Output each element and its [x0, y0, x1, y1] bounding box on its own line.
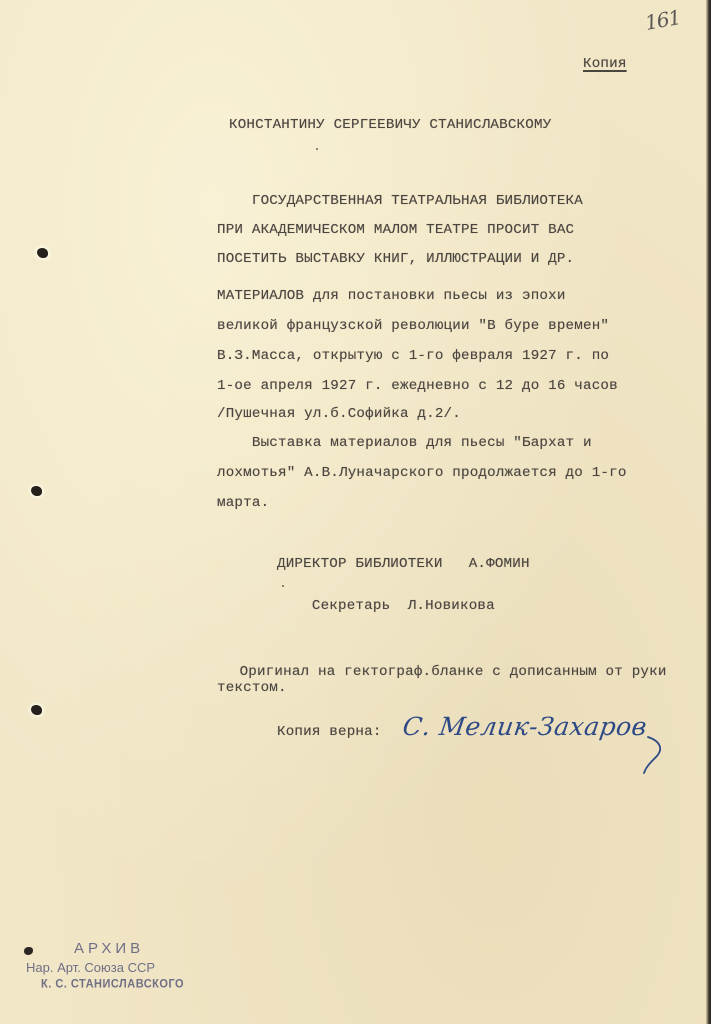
body-line: марта.: [217, 495, 270, 511]
paper-speck: [316, 148, 318, 150]
body-line: лохмотья" А.В.Луначарского продолжается до 1-го: [217, 465, 627, 481]
copy-label: Копия: [583, 56, 627, 72]
handwritten-signature: С. Мелик-Захаров: [400, 712, 649, 741]
director-signature-line: ДИРЕКТОР БИБЛИОТЕКИ А.ФОМИН: [277, 556, 530, 572]
ink-blot-icon: [24, 947, 33, 955]
archive-stamp-name: К. С. СТАНИСЛАВСКОГО: [41, 977, 185, 991]
original-note-line-2: текстом.: [217, 680, 287, 696]
archive-stamp-org: Нар. Арт. Союза ССР: [26, 960, 156, 975]
archive-page-number: 161: [643, 5, 683, 35]
punch-hole-icon: [37, 248, 48, 258]
addressee: КОНСТАНТИНУ СЕРГЕЕВИЧУ СТАНИСЛАВСКОМУ: [229, 117, 552, 133]
paper-speck: [282, 585, 284, 587]
punch-hole-icon: [31, 705, 42, 715]
certification-label: Копия верна:: [277, 724, 382, 740]
body-line: Выставка материалов для пьесы "Бархат и: [217, 435, 592, 451]
body-line: МАТЕРИАЛОВ для постановки пьесы из эпохи: [217, 288, 566, 304]
punch-hole-icon: [31, 486, 42, 496]
body-line: ПОСЕТИТЬ ВЫСТАВКУ КНИГ, ИЛЛЮСТРАЦИИ И ДР.: [217, 251, 575, 267]
body-line: 1-ое апреля 1927 г. ежедневно с 12 до 16 часов: [217, 378, 618, 394]
original-note-line-1: Оригинал на гектограф.бланке с дописанным от руки: [196, 664, 667, 680]
body-line: В.З.Масса, открытую с 1-го февраля 1927 г. по: [217, 348, 610, 364]
address-line: /Пушечная ул.б.Софийка д.2/.: [217, 406, 461, 422]
page-edge: [706, 0, 711, 1024]
secretary-signature-line: Секретарь Л.Новикова: [277, 598, 495, 614]
body-line: великой французской революции "В буре времен": [217, 318, 610, 334]
archive-stamp-title: АРХИВ: [74, 940, 145, 957]
body-line: ГОСУДАРСТВЕННАЯ ТЕАТРАЛЬНАЯ БИБЛИОТЕКА: [217, 193, 583, 209]
body-line: ПРИ АКАДЕМИЧЕСКОМ МАЛОМ ТЕАТРЕ ПРОСИТ ВАС: [217, 222, 575, 238]
signature-flourish-icon: [630, 735, 670, 775]
